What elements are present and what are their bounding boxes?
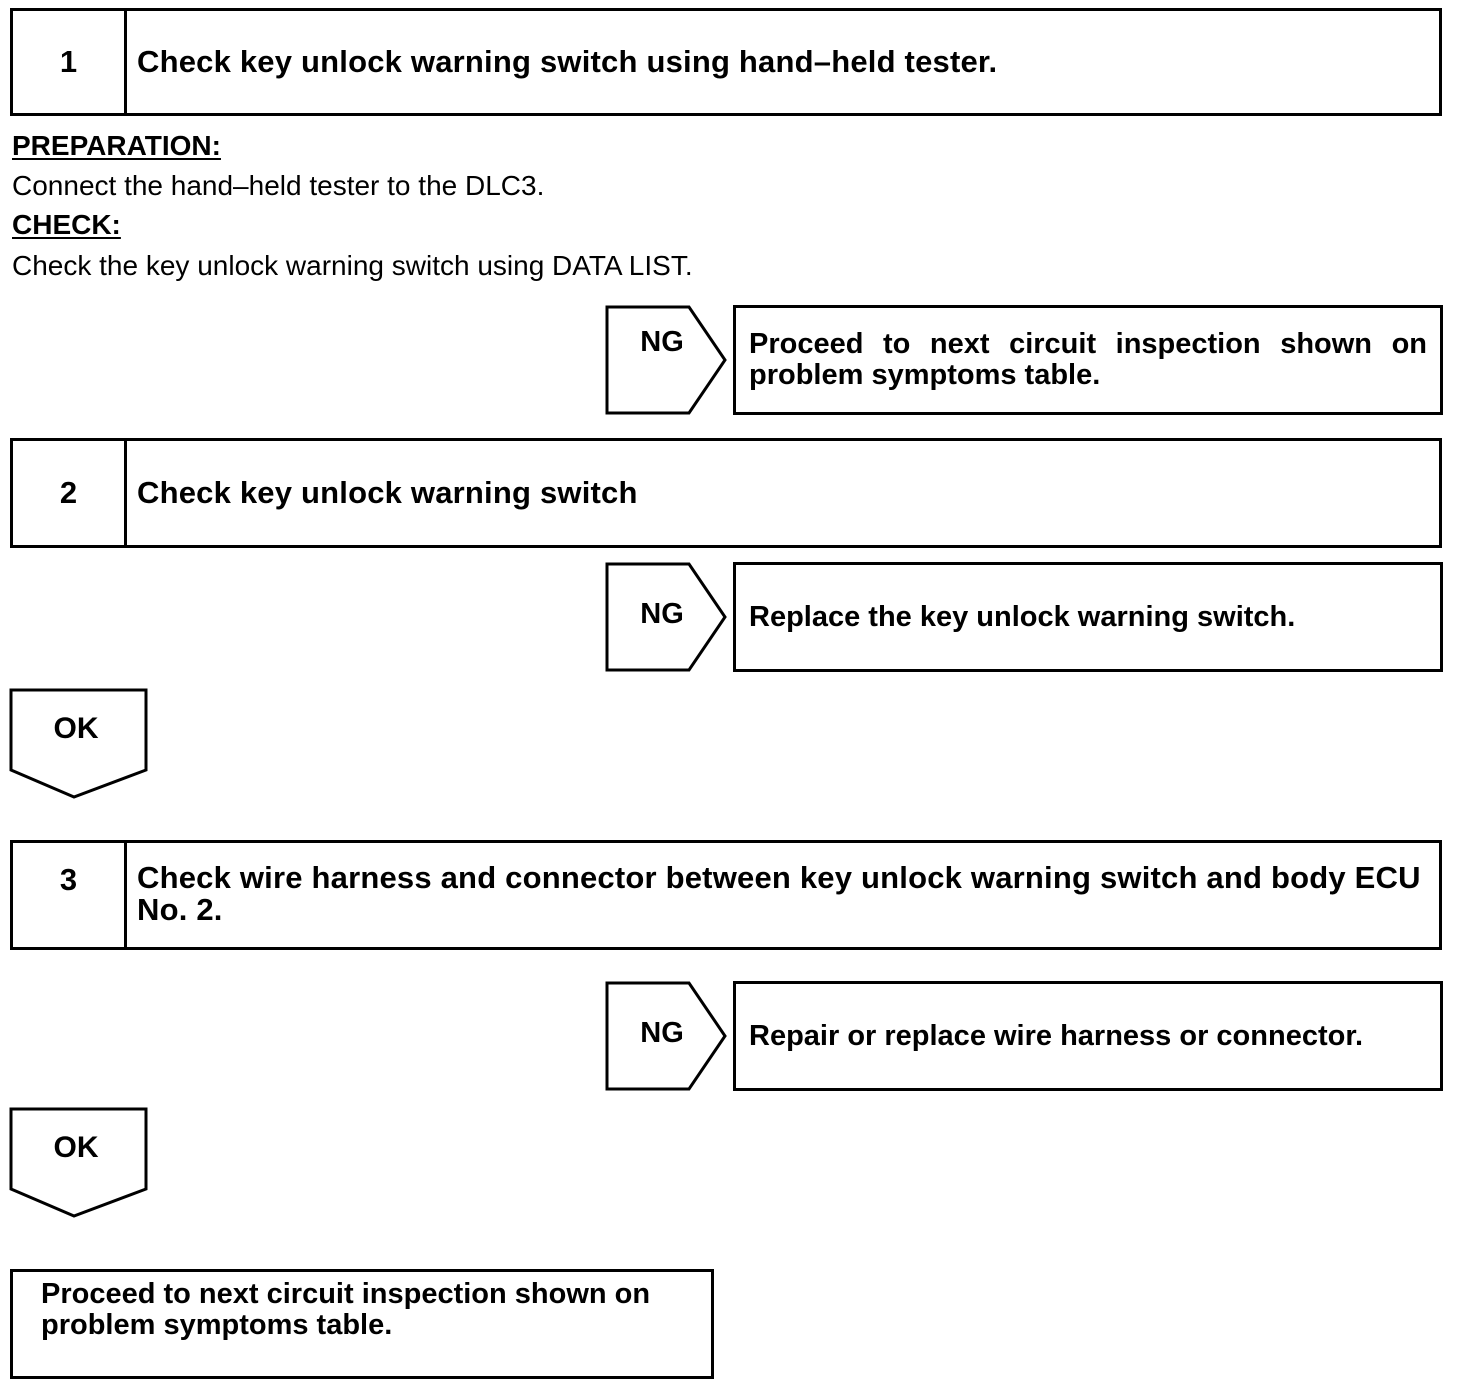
ng-1-arrow-icon	[605, 305, 729, 415]
ng-1-label: NG	[640, 326, 684, 358]
step-1-box	[10, 8, 1442, 116]
step-3-title: Check wire harness and connector between key unlock warning switch and body ECU No. 2.	[137, 860, 1421, 927]
ok-2-label: OK	[53, 1131, 99, 1164]
step-2-box	[10, 438, 1442, 548]
ng-2-result-box: Replace the key unlock warning switch.	[733, 562, 1443, 672]
step-3-number: 3	[13, 843, 127, 947]
check-label: CHECK:	[12, 209, 121, 240]
step-2-title: Check key unlock warning switch	[137, 475, 638, 510]
step-2-number: 2	[13, 441, 127, 545]
ng-3-label: NG	[640, 1017, 684, 1049]
step-1-title: Check key unlock warning switch using hand–held tester.	[137, 44, 998, 79]
ng-1-result-box: Proceed to next circuit inspection shown on problem symptoms table.	[733, 305, 1443, 415]
final-result-box: Proceed to next circuit inspection shown on problem symptoms table.	[10, 1269, 714, 1379]
step-3-box	[10, 840, 1442, 950]
preparation-text: Connect the hand–held tester to the DLC3.	[12, 170, 545, 201]
ok-1-label: OK	[53, 712, 99, 745]
check-text: Check the key unlock warning switch using DATA LIST.	[12, 250, 693, 281]
ng-2-label: NG	[640, 598, 684, 630]
ng-3-result-box: Repair or replace wire harness or connector.	[733, 981, 1443, 1091]
step-1-number: 1	[13, 11, 127, 113]
preparation-label: PREPARATION:	[12, 130, 221, 161]
